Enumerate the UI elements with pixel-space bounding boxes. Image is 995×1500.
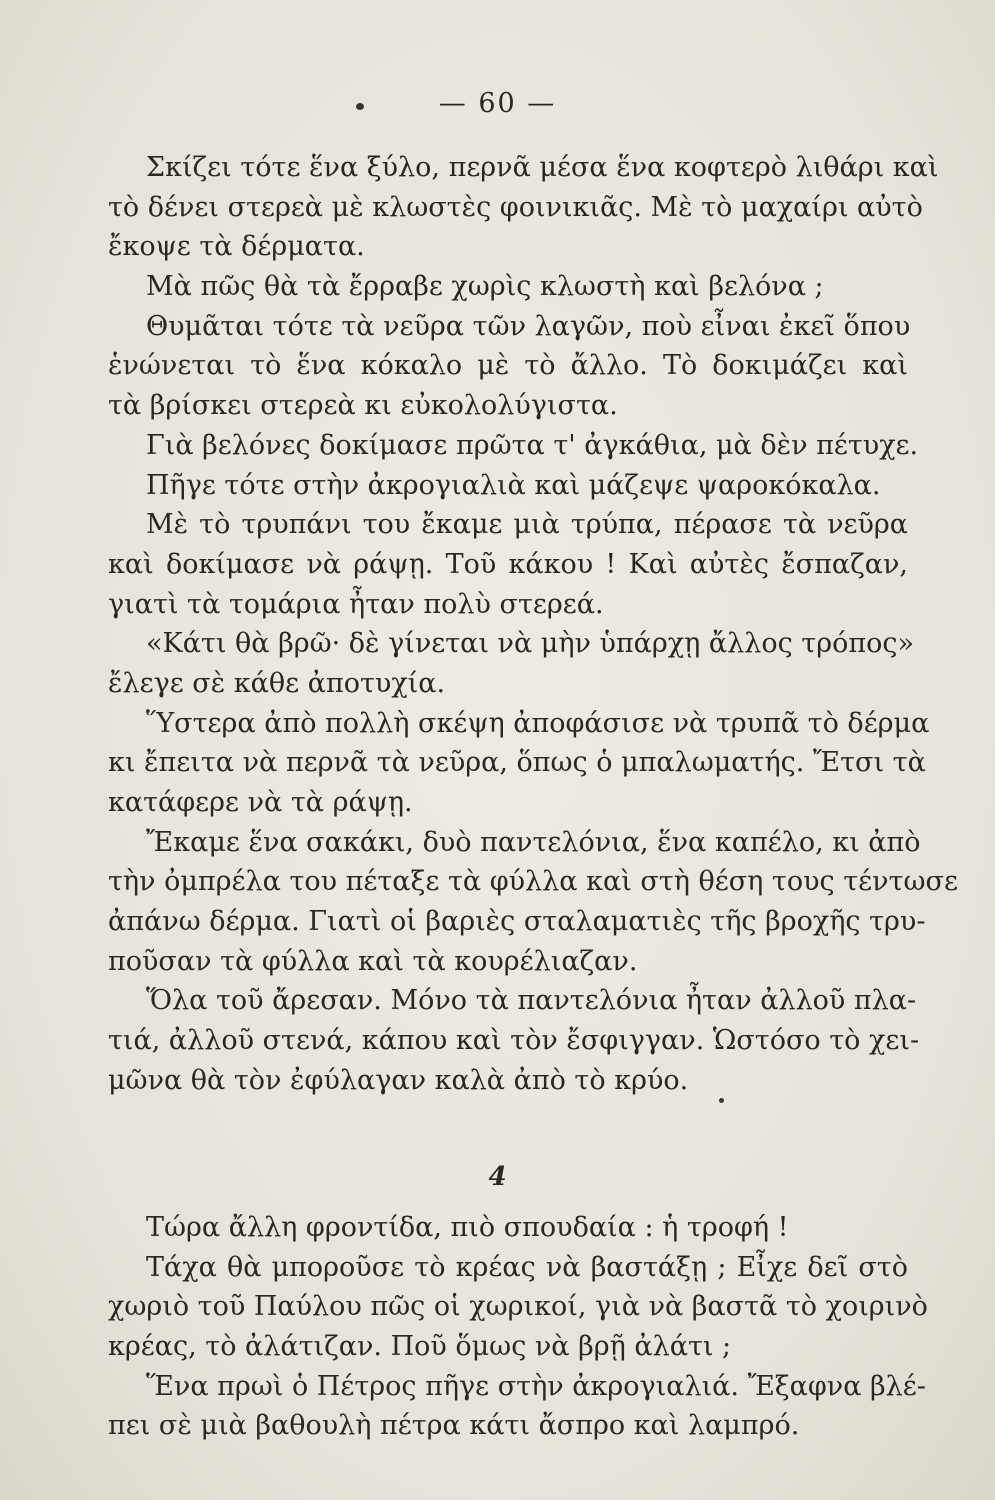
paragraph <box>108 505 908 624</box>
text-line: κατάφερε νὰ τὰ ράψῃ. <box>108 787 413 818</box>
page-number: — 60 — <box>438 88 557 119</box>
section-number: 4 <box>488 1162 507 1192</box>
paragraph <box>108 1367 926 1446</box>
text-line: ποῦσαν τὰ φύλλα καὶ τὰ κουρέλιαζαν. <box>108 945 638 977</box>
print-speck <box>356 103 364 110</box>
text-line: τὴν ὀμπρέλα του πέταξε τὰ φύλλα καὶ στὴ θέση τους τέντωσε <box>108 866 958 898</box>
text-line: Θυμᾶται τότε τὰ νεῦρα τῶν λαγῶν, ποὺ εἶναι ἐκεῖ ὅπου <box>146 310 911 342</box>
text-line: Ὕστερα ἀπὸ πολλὴ σκέψη ἀποφάσισε νὰ τρυπᾶ τὸ δέρμα <box>146 707 930 739</box>
body-text-bottom <box>108 1208 928 1446</box>
text-line: τιά, ἀλλοῦ στενά, κάπου καὶ τὸν ἔσφιγγαν. Ὡστόσο τὸ χει- <box>108 1025 920 1057</box>
paragraph <box>108 823 958 982</box>
text-line: χωριὸ τοῦ Παύλου πῶς οἱ χωρικοί, γιὰ νὰ βαστᾶ τὸ χοιρινὸ <box>108 1291 928 1323</box>
text-line: «Κάτι θὰ βρῶ· δὲ γίνεται νὰ μὴν ὑπάρχῃ ἄλλος τρόπος» <box>146 628 915 660</box>
paragraph <box>108 624 915 703</box>
text-line: κρέας, τὸ ἀλάτιζαν. Ποῦ ὅμως νὰ βρῇ ἀλάτι ; <box>108 1331 732 1363</box>
print-speck <box>719 1098 724 1103</box>
text-line: γιατὶ τὰ τομάρια ἦταν πολὺ στερεά. <box>108 588 604 620</box>
text-line: Γιὰ βελόνες δοκίμασε πρῶτα τ' ἀγκάθια, μὰ δὲν πέτυχε. <box>146 429 919 461</box>
text-line: ἔκοψε τὰ δέρματα. <box>108 231 365 263</box>
paragraph <box>108 704 930 823</box>
paragraph <box>108 466 908 506</box>
text-line: ἔλεγε σὲ κάθε ἀποτυχία. <box>108 667 446 699</box>
paragraph <box>108 307 911 426</box>
paragraph <box>108 426 919 466</box>
text-line: πει σὲ μιὰ βαθουλὴ πέτρα κάτι ἄσπρο καὶ λαμπρό. <box>108 1410 800 1442</box>
text-line: ἑνώνεται τὸ ἕνα κόκαλο μὲ τὸ ἄλλο. Τὸ δοκιμάζει καὶ <box>108 350 908 382</box>
text-line: Ἕνα πρωὶ ὁ Πέτρος πῆγε στὴν ἀκρογιαλιά. Ἔξαφνα βλέ- <box>146 1370 926 1402</box>
text-line: Ἔκαμε ἕνα σακάκι, δυὸ παντελόνια, ἕνα καπέλο, κι ἀπὸ <box>146 826 921 858</box>
paragraph <box>108 1248 928 1367</box>
paragraph <box>108 148 939 267</box>
text-line: Πῆγε τότε στὴν ἀκρογιαλιὰ καὶ μάζεψε ψαροκόκαλα. <box>146 469 881 501</box>
paragraph <box>108 981 920 1100</box>
paragraph <box>108 1208 908 1248</box>
text-line: Τάχα θὰ μποροῦσε τὸ κρέας νὰ βαστάξῃ ; Εἶχε δεῖ στὸ <box>146 1251 908 1283</box>
text-line: τὸ δένει στερεὰ μὲ κλωστὲς φοινικιᾶς. Μὲ τὸ μαχαίρι αὐτὸ <box>108 191 923 223</box>
text-line: Τώρα ἄλλη φροντίδα, πιὸ σπουδαία : ἡ τροφή ! <box>146 1212 789 1243</box>
text-line: τὰ βρίσκει στερεὰ κι εὐκολολύγιστα. <box>108 390 618 422</box>
text-line: ἀπάνω δέρμα. Γιατὶ οἱ βαριὲς σταλαματιὲς τῆς βροχῆς τρυ- <box>108 906 926 938</box>
text-line: κι ἔπειτα νὰ περνᾶ τὰ νεῦρα, ὅπως ὁ μπαλωματής. Ἔτσι τὰ <box>108 747 926 779</box>
body-text-top <box>108 148 958 1101</box>
text-line: Σκίζει τότε ἕνα ξύλο, περνᾶ μέσα ἕνα κοφτερὸ λιθάρι καὶ <box>146 152 939 183</box>
text-line: Μὲ τὸ τρυπάνι του ἔκαμε μιὰ τρύπα, πέρασε τὰ νεῦρα <box>146 509 908 541</box>
text-line: μῶνα θὰ τὸν ἐφύλαγαν καλὰ ἀπὸ τὸ κρύο. <box>108 1064 689 1096</box>
paragraph <box>108 267 908 307</box>
text-line: Μὰ πῶς θὰ τὰ ἔρραβε χωρὶς κλωστὴ καὶ βελόνα ; <box>146 271 824 303</box>
text-line: καὶ δοκίμασε νὰ ράψῃ. Τοῦ κάκου ! Καὶ αὐτὲς ἔσπαζαν, <box>108 548 908 580</box>
text-line: Ὅλα τοῦ ἄρεσαν. Μόνο τὰ παντελόνια ἦταν ἀλλοῦ πλα- <box>146 985 917 1017</box>
